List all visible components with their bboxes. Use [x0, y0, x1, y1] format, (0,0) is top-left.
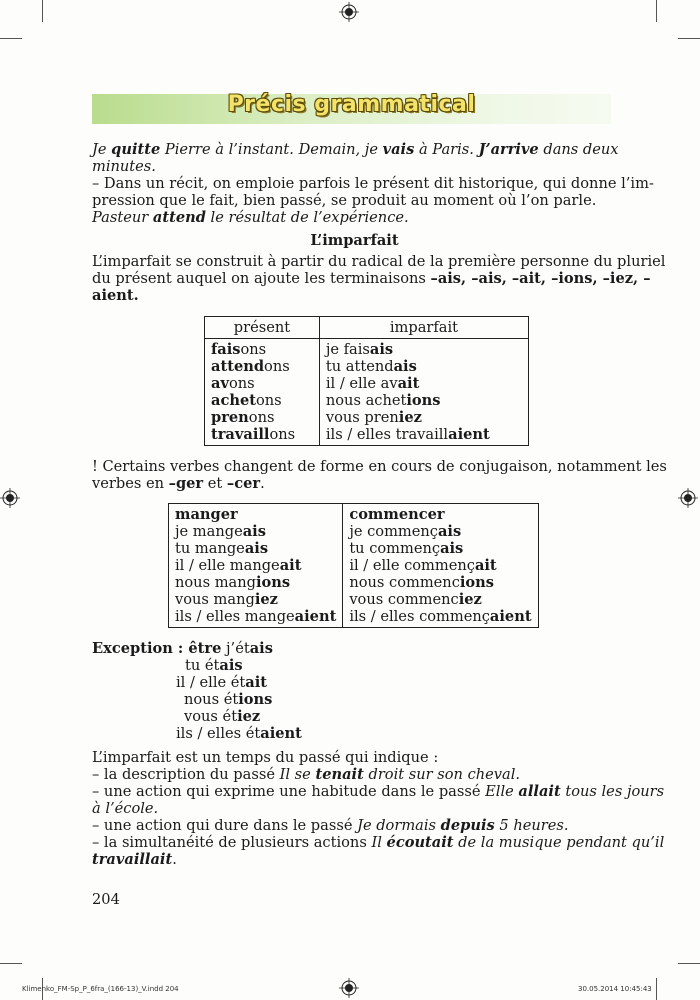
crop-mark [678, 963, 700, 964]
intro-line: pression que le fait, bien passé, se produit au moment où l’on parle. [92, 192, 597, 209]
exception-form: tu étais [185, 657, 243, 674]
imparfait-form: il / elle avait [325, 375, 420, 392]
present-form: achetons [211, 392, 282, 409]
intro-line: – Dans un récit, on emploie parfois le présent dit historique, qui donne l’im- [92, 175, 654, 192]
footer-filename: Klimenko_FM-Sp_P_6fra_(166-13)_V.indd 204 [22, 985, 179, 993]
manger-form: il / elle mangeait [175, 557, 302, 574]
crop-mark [678, 38, 700, 39]
intro-line: Je quitte Pierre à l’instant. Demain, je vais à Paris. J’arrive dans deux [92, 141, 619, 158]
registration-mark-icon [678, 488, 698, 508]
present-form: faisons [211, 341, 267, 358]
commencer-form: ils / elles commençaient [349, 608, 532, 625]
registration-mark-icon [339, 2, 359, 22]
exception-label: Exception : [92, 640, 189, 657]
note-paragraph: ! Certains verbes changent de forme en cours de conjugaison, notamment les verbes en –ger et –cer. [92, 458, 667, 492]
manger-column [169, 504, 343, 628]
imparfait-form: vous preniez [325, 409, 422, 426]
intro-line: minutes. [92, 158, 156, 175]
intro-line: Pasteur attend le résultat de l’expérience. [92, 209, 409, 226]
manger-form: ils / elles mangeaient [175, 608, 337, 625]
crop-mark [0, 963, 22, 964]
section-heading: L’imparfait [310, 232, 399, 249]
manger-form: nous mangions [175, 574, 291, 591]
registration-mark-icon [339, 978, 359, 998]
present-column [205, 339, 320, 446]
commencer-form: tu commençais [349, 540, 464, 557]
conjugation-table-ger-cer [168, 503, 539, 628]
column-header-present: présent [205, 317, 320, 339]
imparfait-form: je faisais [325, 341, 394, 358]
imparfait-form: nous achetions [325, 392, 441, 409]
exception-form: vous étiez [184, 708, 261, 725]
page-number: 204 [92, 891, 120, 908]
exception-block: Exception : être j’étais tu étais il / elle était nous étions vous étiez ils / elles étaient [92, 640, 392, 742]
imparfait-form: tu attendais [325, 358, 417, 375]
commencer-form: il / elle commençait [349, 557, 497, 574]
exception-form: il / elle était [176, 674, 268, 691]
crop-mark [0, 38, 22, 39]
intro-paragraph [92, 141, 654, 226]
present-form: avons [211, 375, 255, 392]
banner-title: Précis grammatical [227, 92, 476, 117]
commencer-form: nous commencions [349, 574, 494, 591]
crop-mark [656, 978, 657, 1000]
usage-paragraph: L’imparfait est un temps du passé qui indique : – la description du passé Il se tenait droit sur son cheval. – une action qui exprime une habitude dans le passé Elle allait tous les jours à l’école. – une action qui dure dans le passé Je dormais depuis 5 heures. – la simultanéité de plusieurs actions Il écoutait de la musique pendant qu’il travaillait. [92, 749, 665, 868]
crop-mark [42, 0, 43, 22]
imparfait-column [319, 339, 528, 446]
section-banner [92, 94, 611, 124]
imparfait-paragraph: L’imparfait se construit à partir du radical de la première personne du pluriel du présent auquel on ajoute les terminaisons –ais, –ais, –ait, –ions, –iez, – aient. [92, 253, 666, 304]
imparfait-form: ils / elles travaillaient [325, 426, 490, 443]
verb-title: manger [175, 506, 238, 523]
commencer-form: vous commenciez [349, 591, 482, 608]
conjugation-table [204, 316, 529, 446]
commencer-column [343, 504, 538, 628]
exception-form: nous étions [184, 691, 273, 708]
present-form: attendons [211, 358, 290, 375]
registration-mark-icon [0, 488, 20, 508]
manger-form: vous mangiez [175, 591, 278, 608]
crop-mark [656, 0, 657, 22]
commencer-form: je commençais [349, 523, 462, 540]
present-form: travaillons [211, 426, 296, 443]
verb-title: commencer [349, 506, 445, 523]
manger-form: je mangeais [175, 523, 266, 540]
present-form: prenons [211, 409, 275, 426]
footer-timestamp: 30.05.2014 10:45:43 [578, 985, 652, 993]
manger-form: tu mangeais [175, 540, 269, 557]
exception-form: ils / elles étaient [176, 725, 302, 742]
column-header-imparfait: imparfait [319, 317, 528, 339]
